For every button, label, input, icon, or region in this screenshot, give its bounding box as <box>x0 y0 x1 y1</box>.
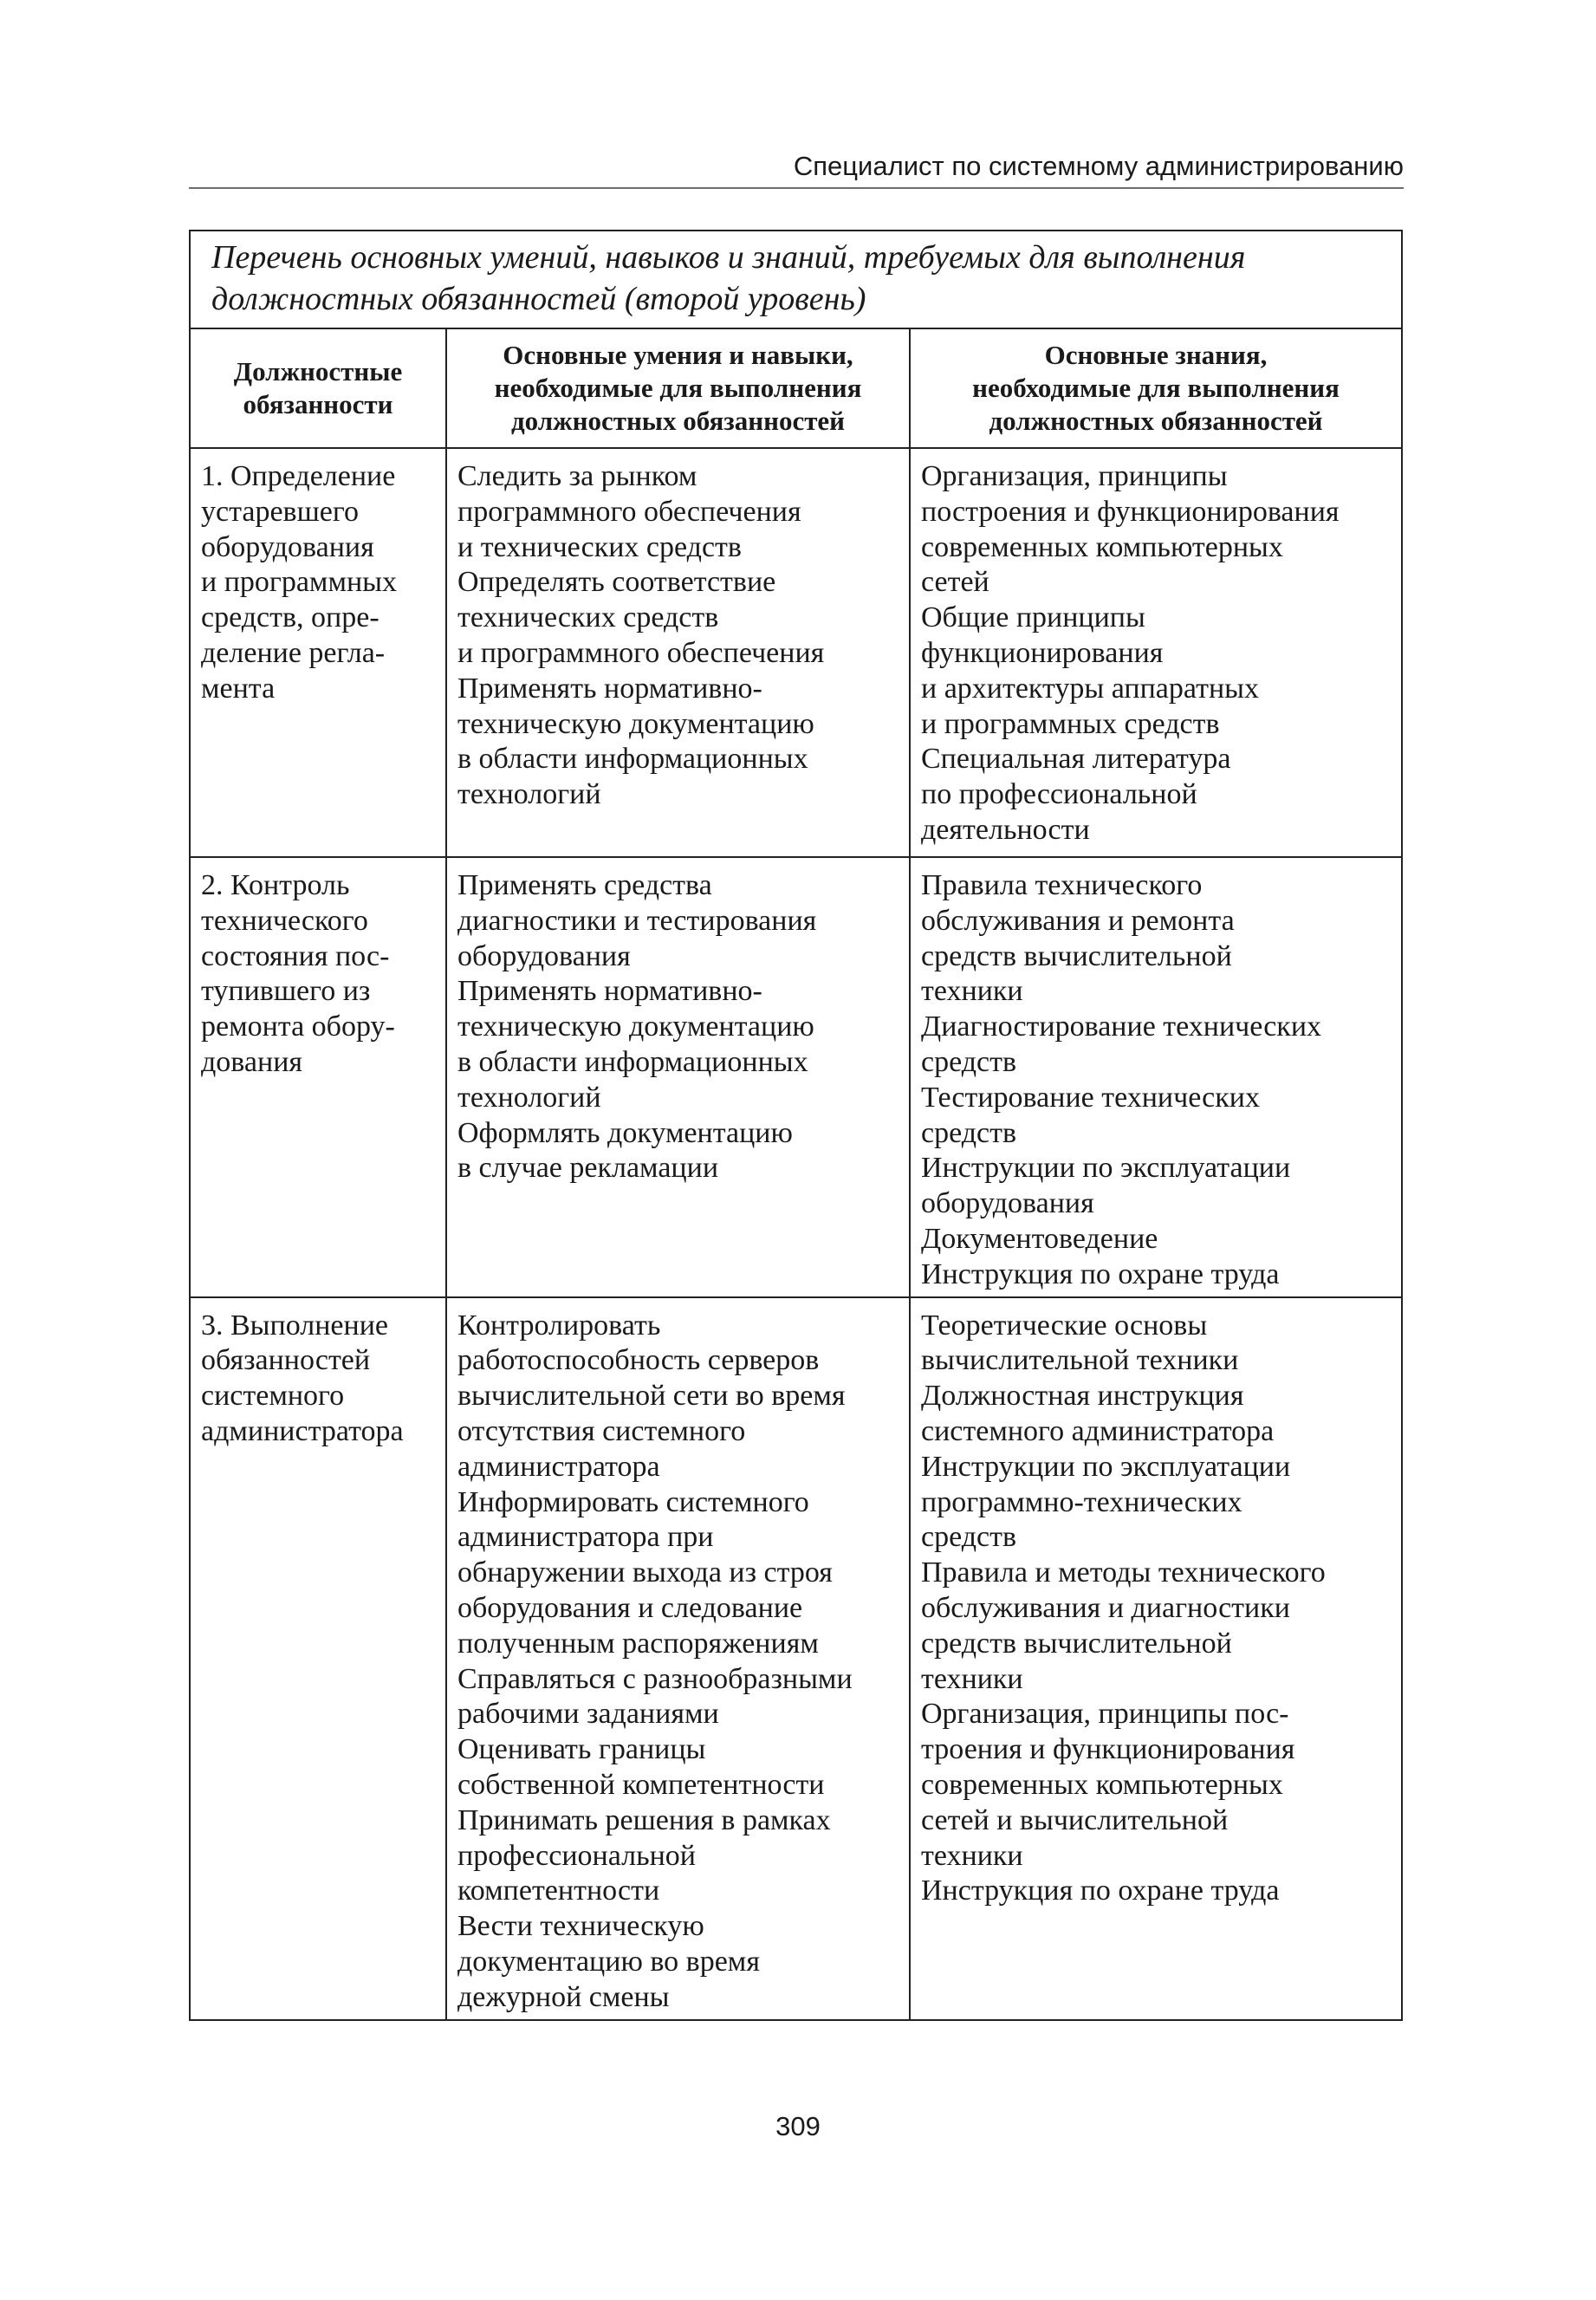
cell-line: администратора <box>457 1450 660 1483</box>
cell-line: оборудования <box>921 1187 1094 1220</box>
header-rule <box>189 187 1404 189</box>
cell-line: Организация, принципы <box>921 460 1228 492</box>
duty-cell <box>190 448 446 857</box>
cell-line: технических средств <box>457 601 719 634</box>
cell-line: в области информационных <box>457 743 808 776</box>
cell-line: и программных средств <box>921 707 1220 740</box>
skills-cell <box>446 857 910 1297</box>
knowledge-cell <box>910 1297 1402 2020</box>
cell-line: собственной компетентности <box>457 1768 825 1801</box>
cell-line: деление регла- <box>201 636 386 669</box>
cell-line: Определять соответствие <box>457 566 776 599</box>
cell-line: обслуживания и диагностики <box>921 1591 1290 1624</box>
cell-line: Оформлять документацию <box>457 1116 793 1149</box>
duty-cell <box>190 857 446 1297</box>
cell-line: оборудования <box>457 939 631 972</box>
cell-line: функционирования <box>921 636 1164 669</box>
cell-line: и программных <box>201 566 397 599</box>
cell-line: работоспособность серверов <box>457 1344 820 1377</box>
header-line: должностных обязанностей <box>510 406 846 436</box>
cell-line: техники <box>921 975 1023 1008</box>
cell-line: средств <box>921 1045 1017 1078</box>
cell-line: Оценивать границы <box>457 1733 706 1766</box>
cell-line: оборудования и следование <box>457 1591 803 1624</box>
cell-line: Вести техническую <box>457 1910 704 1943</box>
cell-line: и программного обеспечения <box>457 636 825 669</box>
knowledge-cell <box>910 448 1402 857</box>
cell-line: оборудования <box>201 530 374 563</box>
cell-line: системного <box>201 1380 345 1413</box>
header-line: Должностные <box>233 356 403 387</box>
cell-line: программно-технических <box>921 1485 1242 1518</box>
cell-line: Документоведение <box>921 1222 1158 1255</box>
caption-line: должностных обязанностей (второй уровень) <box>211 281 866 317</box>
cell-line: Инструкции по эксплуатации <box>921 1152 1291 1185</box>
cell-line: Организация, принципы пос- <box>921 1698 1289 1731</box>
cell-line: тупившего из <box>201 975 371 1008</box>
cell-line: Справляться с разнообразными <box>457 1662 853 1695</box>
cell-line: отсутствия системного <box>457 1414 746 1447</box>
cell-line: Специальная литература <box>921 743 1231 776</box>
cell-line: и архитектуры аппаратных <box>921 672 1259 705</box>
cell-line: 1. Определение <box>201 460 396 492</box>
cell-line: Инструкции по эксплуатации <box>921 1450 1291 1483</box>
running-head: Специалист по системному администрированию <box>793 151 1404 181</box>
cell-line: Информировать системного <box>457 1485 809 1518</box>
table-row <box>190 1297 1402 2020</box>
cell-line: программного обеспечения <box>457 495 801 528</box>
cell-line: Применять средства <box>457 869 712 901</box>
cell-line: Диагностирование технических <box>921 1010 1322 1043</box>
cell-line: технического <box>201 904 368 937</box>
cell-line: построения и функционирования <box>921 495 1340 528</box>
cell-line: ремонта обору- <box>201 1010 395 1043</box>
knowledge-cell <box>910 857 1402 1297</box>
cell-line: Применять нормативно- <box>457 672 762 705</box>
cell-line: Правила технического <box>921 869 1203 901</box>
table-row <box>190 857 1402 1297</box>
cell-line: состояния пос- <box>201 939 390 972</box>
cell-line: деятельности <box>921 813 1090 846</box>
column-header-knowledge <box>910 328 1402 448</box>
header-line: Основные знания, <box>1044 340 1268 370</box>
cell-line: Тестирование технических <box>921 1081 1260 1114</box>
cell-line: вычислительной сети во время <box>457 1380 846 1413</box>
cell-line: технологий <box>457 778 601 811</box>
cell-line: средств, опре- <box>201 601 380 634</box>
header-line: необходимые для выполнения <box>494 373 862 403</box>
cell-line: Следить за рынком <box>457 460 697 492</box>
cell-line: сетей и вычислительной <box>921 1803 1229 1836</box>
cell-line: средств <box>921 1521 1017 1554</box>
cell-line: и технических средств <box>457 530 742 563</box>
cell-line: диагностики и тестирования <box>457 904 817 937</box>
cell-line: дования <box>201 1045 303 1078</box>
caption-line: Перечень основных умений, навыков и знаний, требуемых для выполнения <box>211 239 1246 276</box>
cell-line: в случае рекламации <box>457 1152 719 1185</box>
cell-line: администратора при <box>457 1521 714 1554</box>
cell-line: в области информационных <box>457 1045 808 1078</box>
cell-line: вычислительной техники <box>921 1344 1239 1377</box>
cell-line: техники <box>921 1662 1023 1695</box>
competency-table <box>189 230 1403 2021</box>
column-header-duties <box>190 328 446 448</box>
cell-line: современных компьютерных <box>921 530 1283 563</box>
cell-line: Контролировать <box>457 1309 661 1342</box>
cell-line: Принимать решения в рамках <box>457 1803 831 1836</box>
cell-line: сетей <box>921 566 989 599</box>
cell-line: устаревшего <box>201 495 359 528</box>
cell-line: администратора <box>201 1414 404 1447</box>
page-number: 309 <box>775 2111 821 2141</box>
cell-line: полученным распоряжениям <box>457 1627 819 1660</box>
header-line: Основные умения и навыки, <box>503 340 853 370</box>
cell-line: рабочими заданиями <box>457 1698 719 1731</box>
table-caption <box>190 231 1402 328</box>
cell-line: обслуживания и ремонта <box>921 904 1235 937</box>
cell-line: Применять нормативно- <box>457 975 762 1008</box>
cell-line: Инструкция по охране труда <box>921 1257 1280 1290</box>
cell-line: техники <box>921 1839 1023 1872</box>
cell-line: троения и функционирования <box>921 1733 1295 1766</box>
cell-line: Общие принципы <box>921 601 1145 634</box>
cell-line: документацию во время <box>457 1945 760 1978</box>
cell-line: обязанностей <box>201 1344 371 1377</box>
cell-line: Теоретические основы <box>921 1309 1208 1342</box>
cell-line: технологий <box>457 1081 601 1114</box>
cell-line: современных компьютерных <box>921 1768 1283 1801</box>
table-row <box>190 448 1402 857</box>
cell-line: средств вычислительной <box>921 939 1232 972</box>
cell-line: по профессиональной <box>921 778 1197 811</box>
skills-cell <box>446 1297 910 2020</box>
cell-line: техническую документацию <box>457 1010 814 1043</box>
header-line: обязанности <box>243 389 393 419</box>
cell-line: 2. Контроль <box>201 869 350 901</box>
cell-line: Инструкция по охране труда <box>921 1874 1280 1907</box>
cell-line: мента <box>201 672 276 705</box>
cell-line: компетентности <box>457 1874 660 1907</box>
cell-line: техническую документацию <box>457 707 814 740</box>
header-line: должностных обязанностей <box>989 406 1323 436</box>
cell-line: средств <box>921 1116 1017 1149</box>
skills-cell <box>446 448 910 857</box>
cell-line: обнаружении выхода из строя <box>457 1556 833 1589</box>
header-line: необходимые для выполнения <box>972 373 1340 403</box>
cell-line: 3. Выполнение <box>201 1309 389 1342</box>
cell-line: Должностная инструкция <box>921 1380 1244 1413</box>
duty-cell <box>190 1297 446 2020</box>
cell-line: профессиональной <box>457 1839 696 1872</box>
cell-line: Правила и методы технического <box>921 1556 1326 1589</box>
cell-line: средств вычислительной <box>921 1627 1232 1660</box>
cell-line: системного администратора <box>921 1414 1275 1447</box>
cell-line: дежурной смены <box>457 1980 670 2013</box>
column-header-skills <box>446 328 910 448</box>
